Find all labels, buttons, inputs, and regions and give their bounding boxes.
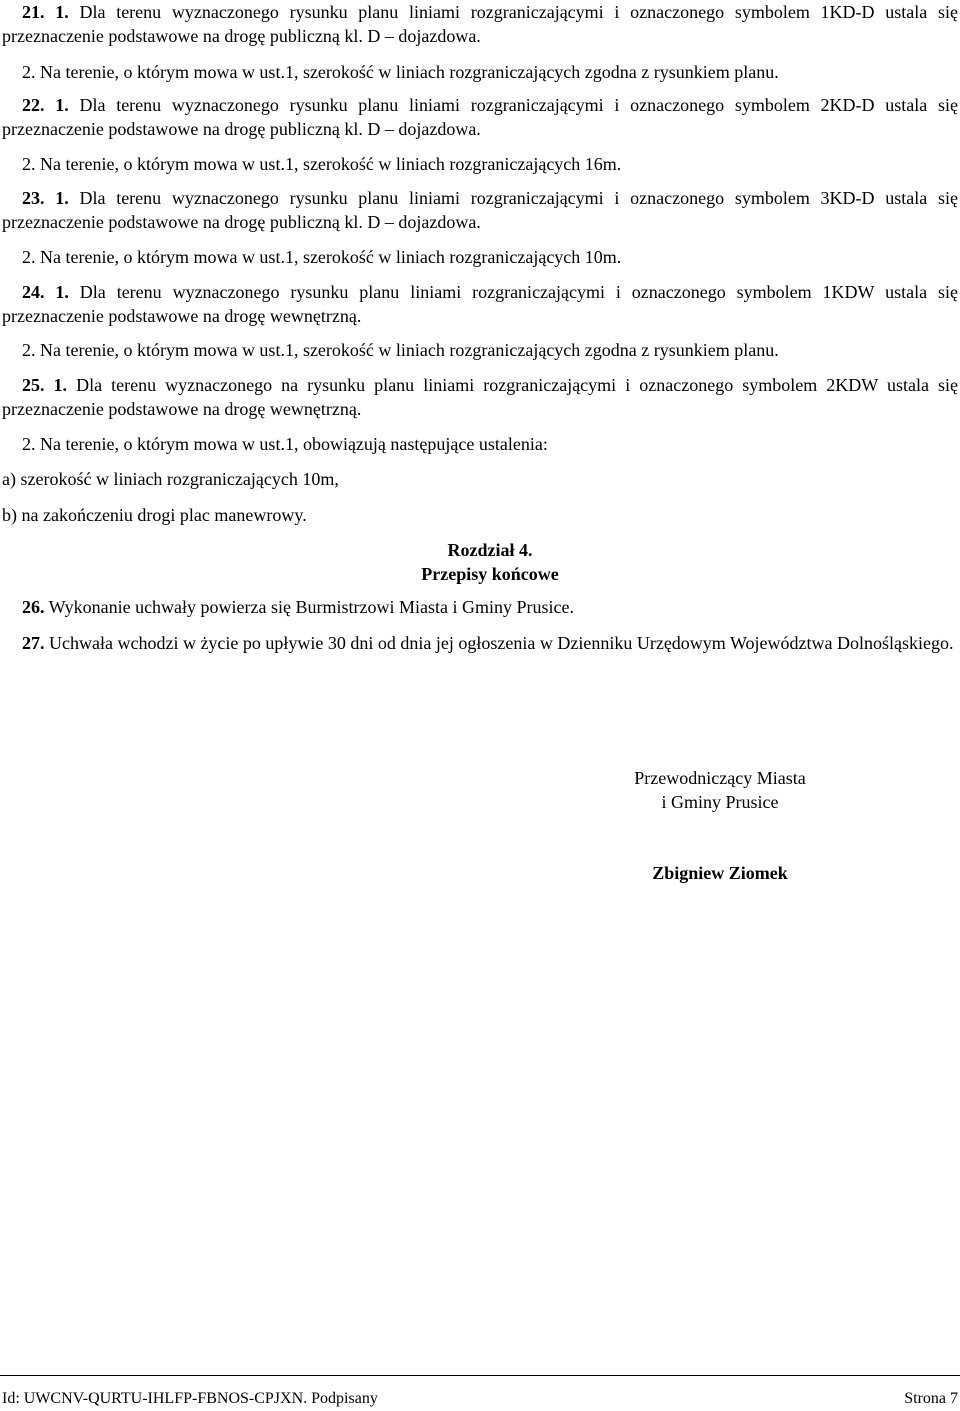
paragraph-25	[2, 373, 958, 421]
paragraph-text: Dla terenu wyznaczonego rysunku planu liniami rozgraniczającymi i oznaczonego symbolem 1KD-D ustala się przeznaczenie podstawowe na drogę publiczną kl. D – dojazdowa.	[2, 2, 958, 46]
paragraph-text: a) szerokość w liniach rozgraniczających 10m,	[2, 469, 339, 489]
paragraph-25-point-2	[2, 432, 958, 456]
paragraph-21	[2, 0, 958, 48]
paragraph-text: Dla terenu wyznaczonego rysunku planu liniami rozgraniczającymi i oznaczonego symbolem 3KD-D ustala się przeznaczenie podstawowe na drogę publiczną kl. D – dojazdowa.	[2, 188, 958, 232]
paragraph-number: 24. 1.	[22, 282, 69, 302]
paragraph-number: 25. 1.	[22, 375, 68, 395]
chapter-subtitle: Przepisy końcowe	[421, 564, 559, 584]
paragraph-number: 23. 1.	[22, 188, 69, 208]
paragraph-21-point-2	[2, 60, 958, 84]
paragraph-number: 26.	[22, 597, 45, 617]
paragraph-text: b) na zakończeniu drogi plac manewrowy.	[2, 505, 307, 525]
paragraph-23-point-2	[2, 245, 958, 269]
paragraph-25-item-a	[2, 467, 958, 491]
chapter-title: Rozdział 4.	[447, 540, 533, 560]
paragraph-text: Dla terenu wyznaczonego na rysunku planu liniami rozgraniczającymi i oznaczonego symbolem 2KDW ustala się przeznaczenie podstawowe na drogę wewnętrzną.	[2, 375, 959, 419]
paragraph-text: 2. Na terenie, o którym mowa w ust.1, szerokość w liniach rozgraniczających zgodna z rysunkiem planu.	[22, 62, 779, 82]
document-id: Id: UWCNV-QURTU-IHLFP-FBNOS-CPJXN. Podpisany	[2, 1390, 378, 1407]
paragraph-text: Dla terenu wyznaczonego rysunku planu liniami rozgraniczającymi i oznaczonego symbolem 1KDW ustala się przeznaczenie podstawowe na drogę wewnętrzną.	[2, 282, 958, 326]
paragraph-text: 2. Na terenie, o którym mowa w ust.1, szerokość w liniach rozgraniczających 10m.	[22, 247, 622, 267]
paragraph-25-item-b	[2, 503, 958, 527]
paragraph-22	[2, 93, 958, 141]
paragraph-24-point-2	[2, 338, 958, 362]
paragraph-number: 21. 1.	[22, 2, 69, 22]
paragraph-text: Uchwała wchodzi w życie po upływie 30 dni od dnia jej ogłoszenia w Dzienniku Urzędowym Województwa Dolnośląskiego.	[44, 633, 954, 653]
footer-divider	[0, 1375, 960, 1376]
paragraph-number: 22. 1.	[22, 95, 69, 115]
paragraph-text: 2. Na terenie, o którym mowa w ust.1, szerokość w liniach rozgraniczających zgodna z rysunkiem planu.	[22, 340, 779, 360]
paragraph-24	[2, 280, 958, 328]
paragraph-27	[2, 631, 958, 655]
page-number: Strona 7	[904, 1390, 958, 1407]
page-footer	[2, 1388, 958, 1410]
paragraph-text: 2. Na terenie, o którym mowa w ust.1, obowiązują następujące ustalenia:	[22, 434, 548, 454]
signature-name: Zbigniew Ziomek	[652, 863, 788, 883]
paragraph-text: 2. Na terenie, o którym mowa w ust.1, szerokość w liniach rozgraniczających 16m.	[22, 154, 622, 174]
paragraph-text: Dla terenu wyznaczonego rysunku planu liniami rozgraniczającymi i oznaczonego symbolem 2KD-D ustala się przeznaczenie podstawowe na drogę publiczną kl. D – dojazdowa.	[2, 95, 958, 139]
paragraph-26	[2, 595, 958, 619]
paragraph-text: Wykonanie uchwały powierza się Burmistrzowi Miasta i Gminy Prusice.	[44, 597, 574, 617]
signature-role-line-1: Przewodniczący Miasta	[634, 768, 806, 788]
signature-role-line-2: i Gminy Prusice	[661, 792, 779, 812]
paragraph-22-point-2	[2, 152, 958, 176]
paragraph-23	[2, 186, 958, 234]
paragraph-number: 27.	[22, 633, 45, 653]
